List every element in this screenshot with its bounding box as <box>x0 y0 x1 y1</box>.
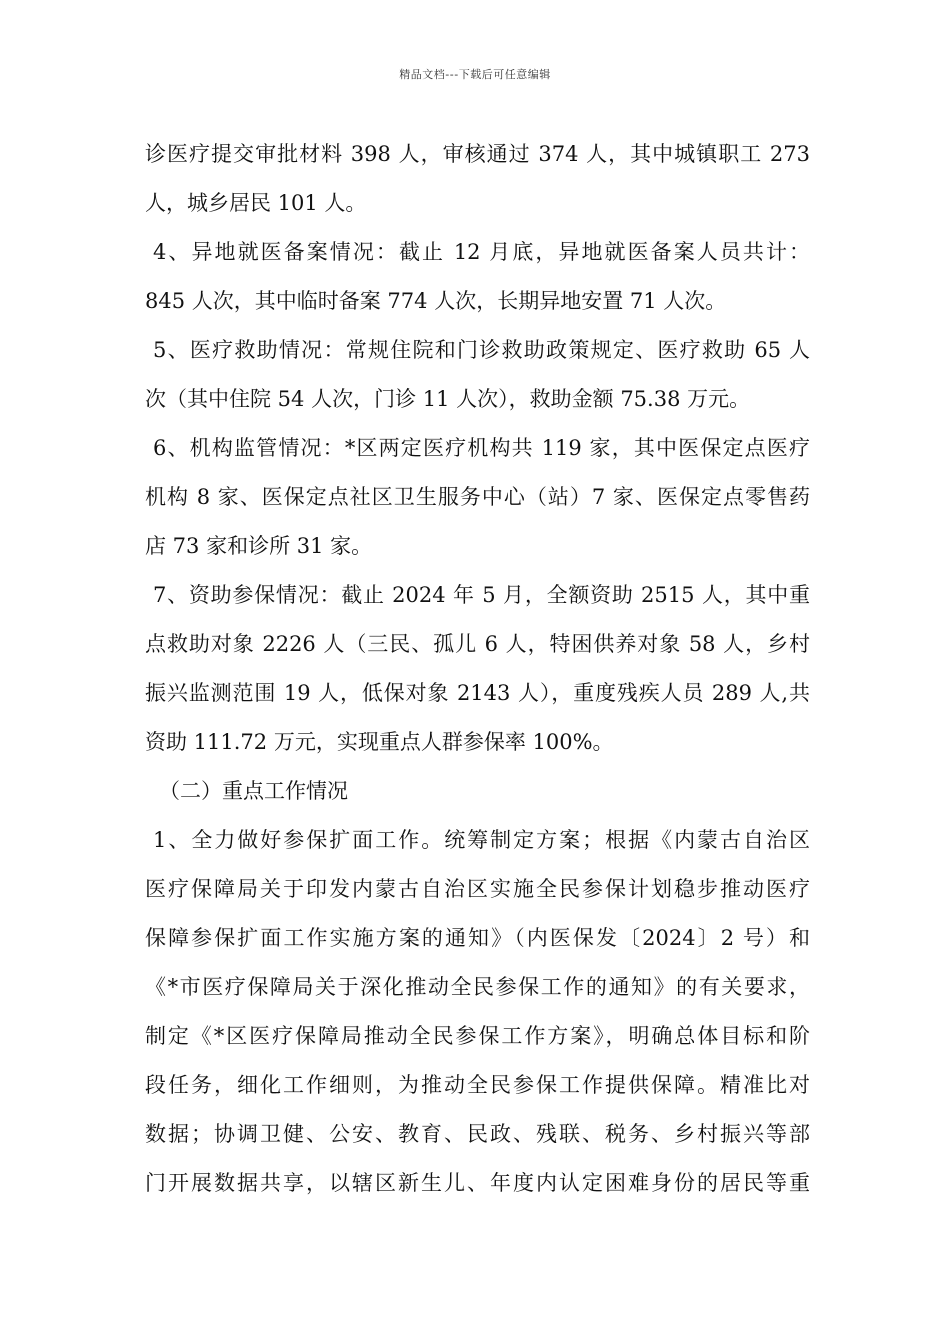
text-line: 数据；协调卫健、公安、教育、民政、残联、税务、乡村振兴等部 <box>145 1122 810 1146</box>
text-line: 机构 8 家、医保定点社区卫生服务中心（站）7 家、医保定点零售药 <box>145 485 810 509</box>
text-line: 4、异地就医备案情况：截止 12 月底，异地就医备案人员共计： <box>153 240 810 264</box>
text-line: 保障参保扩面工作实施方案的通知》（内医保发〔2024〕2 号）和 <box>145 926 810 950</box>
page-header: 精品文档---下载后可任意编辑 <box>399 68 551 81</box>
text-line: 6、机构监管情况：*区两定医疗机构共 119 家，其中医保定点医疗 <box>153 436 810 460</box>
text-line: 振兴监测范围 19 人，低保对象 2143 人），重度残疾人员 289 人,共 <box>145 681 810 705</box>
text-line: 《*市医疗保障局关于深化推动全民参保工作的通知》的有关要求， <box>145 975 810 999</box>
text-line: 店 73 家和诊所 31 家。 <box>145 534 373 558</box>
text-line: 段任务，细化工作细则，为推动全民参保工作提供保障。精准比对 <box>145 1073 810 1097</box>
text-line: 次（其中住院 54 人次，门诊 11 人次），救助金额 75.38 万元。 <box>145 387 751 411</box>
text-line: 7、资助参保情况：截止 2024 年 5 月，全额资助 2515 人，其中重 <box>153 583 810 607</box>
text-line: 诊医疗提交审批材料 398 人，审核通过 374 人，其中城镇职工 273 <box>145 142 810 166</box>
text-line: 845 人次，其中临时备案 774 人次，长期异地安置 71 人次。 <box>145 289 727 313</box>
text-line: 5、医疗救助情况：常规住院和门诊救助政策规定、医疗救助 65 人 <box>153 338 810 362</box>
text-line: 资助 111.72 万元，实现重点人群参保率 100%。 <box>145 730 614 754</box>
text-line: 1、全力做好参保扩面工作。统筹制定方案；根据《内蒙古自治区 <box>153 828 810 852</box>
text-line: 制定《*区医疗保障局推动全民参保工作方案》，明确总体目标和阶 <box>145 1024 810 1048</box>
text-line: （二）重点工作情况 <box>159 779 348 803</box>
text-line: 医疗保障局关于印发内蒙古自治区实施全民参保计划稳步推动医疗 <box>145 877 810 901</box>
text-line: 点救助对象 2226 人（三民、孤儿 6 人，特困供养对象 58 人，乡村 <box>145 632 810 656</box>
text-line: 人，城乡居民 101 人。 <box>145 191 367 215</box>
text-line: 门开展数据共享，以辖区新生儿、年度内认定困难身份的居民等重 <box>145 1171 810 1195</box>
document-body <box>145 130 810 1208</box>
